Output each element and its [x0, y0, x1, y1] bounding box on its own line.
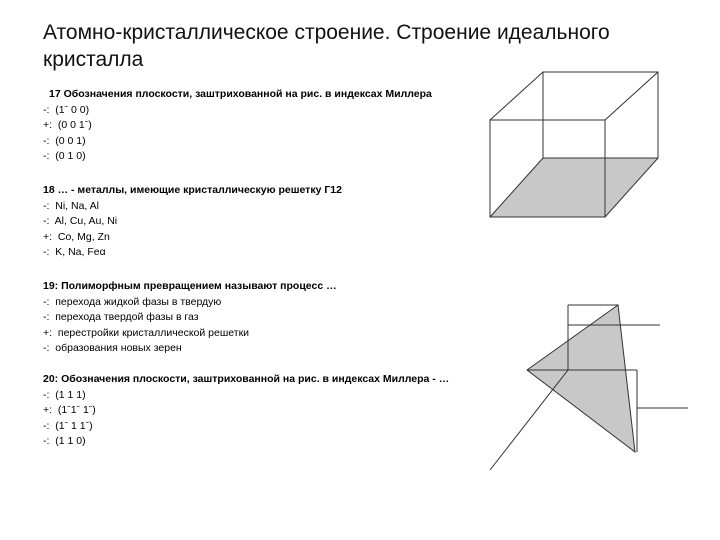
question-17-option-3: -: (0 0 1)	[43, 134, 86, 147]
axis-line	[490, 370, 568, 470]
question-18-text: 18 … - металлы, имеющие кристаллическую решетку Г12	[43, 184, 342, 196]
question-20-option-1: -: (1 1 1)	[43, 388, 86, 401]
question-20-text: 20: Обозначения плоскости, заштрихованной на рис. в индексах Миллера - …	[43, 373, 450, 385]
question-17-option-1: -: (1ˉ 0 0)	[43, 103, 90, 116]
question-19-option-2: -: перехода твердой фазы в газ	[43, 311, 199, 323]
question-19-option-1: -: перехода жидкой фазы в твердую	[43, 295, 222, 308]
question-17-text: 17 Обозначения плоскости, заштрихованной на рис. в индексах Миллера	[49, 88, 432, 100]
slide-title: Атомно-кристаллическое строение. Строение идеального кристалла	[43, 21, 610, 71]
question-20-option-3: -: (1ˉ 1 1ˉ)	[43, 419, 93, 432]
question-19-option-3: +: перестройки кристаллической решетки	[43, 326, 250, 339]
question-18-option-1: -: Ni, Na, Al	[43, 199, 100, 212]
question-20-option-4: -: (1 1 0)	[43, 435, 86, 447]
question-18-option-2: -: Al, Cu, Au, Ni	[43, 215, 118, 227]
question-19-option-4: -: образования новых зерен	[43, 342, 182, 354]
question-19-text: 19: Полиморфным превращением называют процесс …	[43, 280, 337, 292]
question-18-option-4: -: K, Na, Feα	[43, 246, 106, 258]
shaded-plane-triangle	[527, 305, 635, 452]
question-17-option-2: +: (0 0 1ˉ)	[43, 119, 92, 131]
question-20-option-2: +: (1ˉ1ˉ 1ˉ)	[43, 404, 96, 416]
question-17-option-4: -: (0 1 0)	[43, 150, 86, 162]
question-18-option-3: +: Co, Mg, Zn	[43, 230, 110, 243]
